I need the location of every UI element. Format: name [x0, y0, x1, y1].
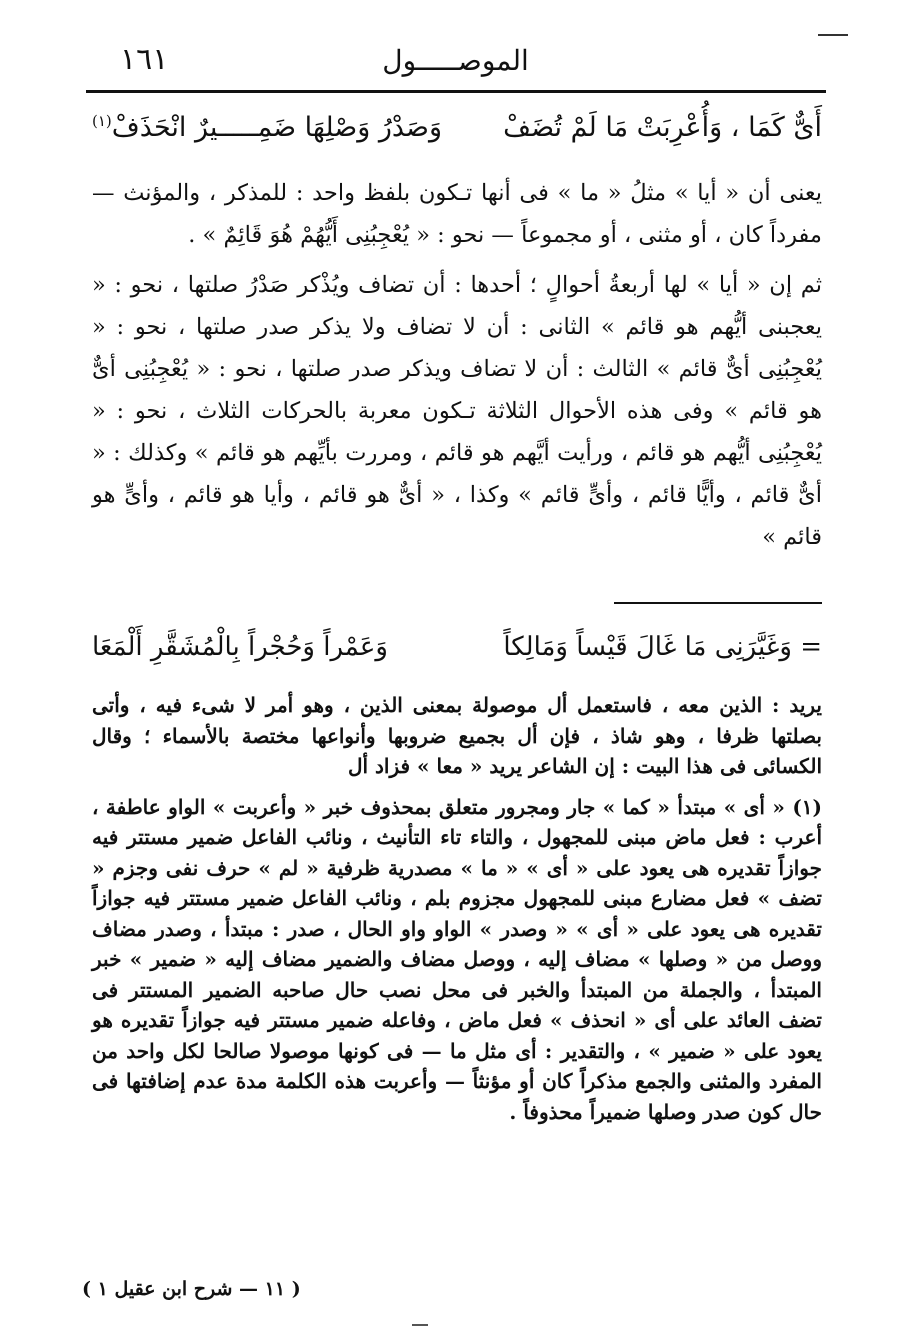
running-title: الموصـــــول [382, 44, 529, 77]
verse-1-left-hemistich [92, 112, 442, 143]
verse-line-2 [92, 632, 822, 662]
footnote-marker: (١) [92, 112, 112, 130]
commentary-paragraph-2: ثم إن « أيا » لها أربعةُ أحوالٍ ؛ أحدها : أن تضاف ويُذْكر صَدْرُ صلتها ، نحو : « يعجبنى أيُّهم هو قائم » الثانى : أن لا تضاف ولا يذكر صدر صلتها ، نحو : « يُعْجِبُنِى أىٌّ قائم » الثالث : أن لا تضاف ويذكر صدر صلتها ، نحو : « يُعْجِبُنِى أىٌّ هو قائم » وفى هذه الأحوال الثلاثة تـكون معربة بالحركات الثلاث ، نحو : « يُعْجِبُنِى أيُّهم هو قائم ، ورأيت أيَّهم هو قائم ، ومررت بأيِّهم هو قائم » وكذلك : « أىٌّ قائم ، وأيًّا قائم ، وأىٍّ قائم » وكذا ، « أىٌّ هو قائم ، وأيا هو قائم ، وأىٍّ هو قائم » [92, 272, 822, 550]
verse-line-1 [92, 112, 822, 143]
verse-1-right-hemistich: أَىٌّ كَمَا ، وَأُعْرِبَتْ مَا لَمْ تُضَفْ [503, 112, 822, 143]
commentary-text [92, 172, 822, 558]
page-number: ١٦١ [120, 42, 169, 77]
commentary-paragraph-1: يعنى أن « أيا » مثلُ « ما » فى أنها تـكون بلفظ واحد : للمذكر ، والمؤنث — مفرداً كان ، أو مثنى ، أو مجموعاً — نحو : « يُعْجِبُنِى أَيُّهُمْ هُوَ قَائِمٌ » . [92, 180, 822, 248]
verse-2-right-hemistich: = وَغَيَّرَنِى مَا غَالَ قَيْساً وَمَالِكاً [503, 632, 822, 662]
header-rule [86, 90, 826, 93]
footnote-1: (١) « أى » مبتدأ « كما » جار ومجرور متعلق بمحذوف خبر « وأعربت » الواو عاطفة ، أعرب : فعل ماض مبنى للمجهول ، والتاء تاء التأنيث ، ونائب الفاعل ضمير مستتر فيه جوازاً تقديره هى يعود على « أى » « ما » مصدرية ظرفية « لم » حرف نفى وجزم « تضف » فعل مضارع مبنى للمجهول مجزوم بلم ، ونائب الفاعل ضمير مستتر فيه جوازاً تقديره هى يعود على « أى » « وصدر » الواو واو الحال ، صدر : مبتدأ ، وصدر مضاف ووصل من « وصلها » مضاف إليه ، ووصل مضاف والضمير مضاف إليه « ضمير » خبر المبتدأ ، والجملة من المبتدأ والخبر فى محل نصب حال صاحبه الضمير المستتر فى تضف العائد على أى « انحذف » فعل ماض ، وفاعله ضمير مستتر فيه جوازاً تقديره هو يعود على « ضمير » ، والتقدير : أى مثل ما — فى كونها موصولا صالحا لكل واحد من المفرد والمثنى والجمع مذكراً كان أو مؤنثاً — وأعربت هذه الكلمة مدة عدم إضافتها فى حال كون صدر وصلها ضميراً محذوفاً . [92, 794, 822, 1124]
verse-2-left-hemistich: وَعَمْراً وَحُجْراً بِالْمُشَقَّرِ أَلْمَعَا [92, 632, 388, 662]
page-header [90, 42, 821, 84]
verse-1-left-text: وَصَدْرُ وَصْلِهَا ضَمِـــــيرٌ انْحَذَفْ [111, 112, 443, 143]
printer-signature: ( ١١ — شرح ابن عقيل ١ ) [82, 1278, 301, 1300]
footnote-separator [614, 602, 822, 604]
corner-mark [818, 34, 848, 36]
footnotes [92, 690, 822, 1127]
bottom-mark [412, 1324, 428, 1326]
footnote-continuation: يريد : الذين معه ، فاستعمل أل موصولة بمعنى الذين ، وهو أمر لا شىء فيه ، وأتى بصلتها ظرفا ، وهو شاذ ، فإن أل بجميع ضروبها وأنواعها مختصة بالأسماء ؛ وقال الكسائى فى هذا البيت : إن الشاعر يريد « معا » فزاد أل [92, 693, 822, 778]
